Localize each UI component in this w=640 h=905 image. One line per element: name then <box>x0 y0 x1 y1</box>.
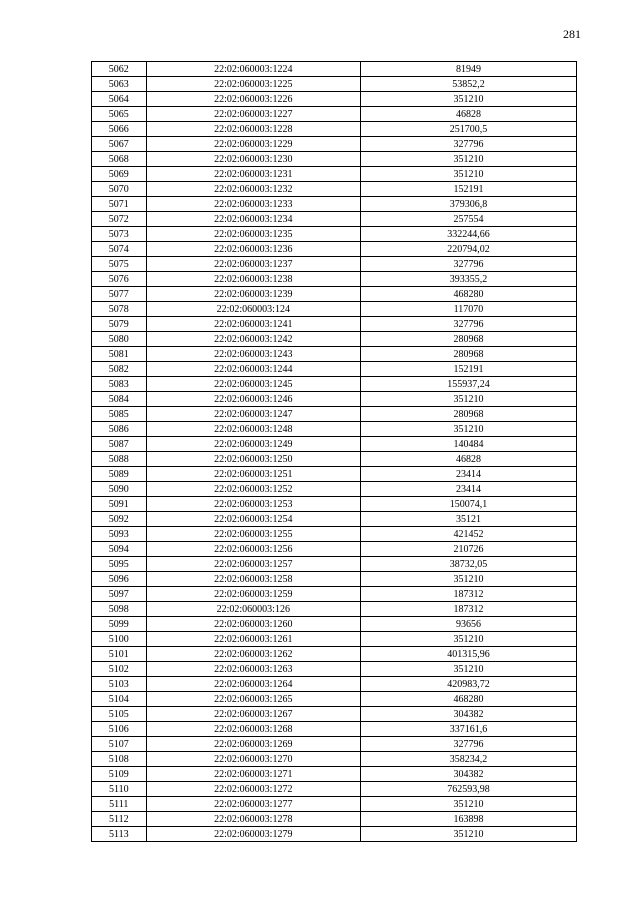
row-number-cell: 5094 <box>92 542 147 557</box>
row-number-cell: 5086 <box>92 422 147 437</box>
cadastral-number-cell: 22:02:060003:1256 <box>146 542 360 557</box>
table-row <box>92 317 577 332</box>
row-number-cell: 5074 <box>92 242 147 257</box>
row-number-cell: 5081 <box>92 347 147 362</box>
value-cell: 23414 <box>361 482 577 497</box>
table-row <box>92 797 577 812</box>
value-cell: 351210 <box>361 797 577 812</box>
table-row <box>92 92 577 107</box>
table-row <box>92 662 577 677</box>
cadastral-number-cell: 22:02:060003:1241 <box>146 317 360 332</box>
row-number-cell: 5079 <box>92 317 147 332</box>
value-cell: 81949 <box>361 62 577 77</box>
row-number-cell: 5070 <box>92 182 147 197</box>
cadastral-number-cell: 22:02:060003:1243 <box>146 347 360 362</box>
row-number-cell: 5108 <box>92 752 147 767</box>
value-cell: 23414 <box>361 467 577 482</box>
row-number-cell: 5073 <box>92 227 147 242</box>
table-row <box>92 422 577 437</box>
cadastral-number-cell: 22:02:060003:1239 <box>146 287 360 302</box>
table-row <box>92 497 577 512</box>
cadastral-number-cell: 22:02:060003:1263 <box>146 662 360 677</box>
value-cell: 379306,8 <box>361 197 577 212</box>
table-row <box>92 332 577 347</box>
row-number-cell: 5112 <box>92 812 147 827</box>
row-number-cell: 5080 <box>92 332 147 347</box>
value-cell: 304382 <box>361 767 577 782</box>
cadastral-number-cell: 22:02:060003:1253 <box>146 497 360 512</box>
value-cell: 280968 <box>361 407 577 422</box>
cadastral-number-cell: 22:02:060003:1251 <box>146 467 360 482</box>
row-number-cell: 5064 <box>92 92 147 107</box>
cadastral-number-cell: 22:02:060003:1265 <box>146 692 360 707</box>
row-number-cell: 5092 <box>92 512 147 527</box>
table-row <box>92 767 577 782</box>
row-number-cell: 5107 <box>92 737 147 752</box>
value-cell: 251700,5 <box>361 122 577 137</box>
row-number-cell: 5069 <box>92 167 147 182</box>
row-number-cell: 5062 <box>92 62 147 77</box>
cadastral-number-cell: 22:02:060003:1229 <box>146 137 360 152</box>
cadastral-number-cell: 22:02:060003:1268 <box>146 722 360 737</box>
table-row <box>92 572 577 587</box>
value-cell: 93656 <box>361 617 577 632</box>
row-number-cell: 5088 <box>92 452 147 467</box>
row-number-cell: 5096 <box>92 572 147 587</box>
table-row <box>92 617 577 632</box>
table-row <box>92 257 577 272</box>
row-number-cell: 5077 <box>92 287 147 302</box>
value-cell: 468280 <box>361 287 577 302</box>
table-row <box>92 197 577 212</box>
cadastral-number-cell: 22:02:060003:1238 <box>146 272 360 287</box>
value-cell: 280968 <box>361 347 577 362</box>
table-row <box>92 107 577 122</box>
table-row <box>92 137 577 152</box>
cadastral-number-cell: 22:02:060003:1231 <box>146 167 360 182</box>
table-row <box>92 287 577 302</box>
table-row <box>92 527 577 542</box>
value-cell: 152191 <box>361 362 577 377</box>
row-number-cell: 5111 <box>92 797 147 812</box>
row-number-cell: 5095 <box>92 557 147 572</box>
cadastral-number-cell: 22:02:060003:1272 <box>146 782 360 797</box>
table-row <box>92 212 577 227</box>
cadastral-number-cell: 22:02:060003:1278 <box>146 812 360 827</box>
value-cell: 187312 <box>361 602 577 617</box>
row-number-cell: 5083 <box>92 377 147 392</box>
row-number-cell: 5102 <box>92 662 147 677</box>
cadastral-number-cell: 22:02:060003:124 <box>146 302 360 317</box>
cadastral-number-cell: 22:02:060003:1257 <box>146 557 360 572</box>
cadastral-number-cell: 22:02:060003:1279 <box>146 827 360 842</box>
table-row <box>92 62 577 77</box>
table-row <box>92 812 577 827</box>
cadastral-number-cell: 22:02:060003:1235 <box>146 227 360 242</box>
table-body <box>92 62 577 842</box>
value-cell: 327796 <box>361 737 577 752</box>
row-number-cell: 5085 <box>92 407 147 422</box>
row-number-cell: 5098 <box>92 602 147 617</box>
cadastral-number-cell: 22:02:060003:1252 <box>146 482 360 497</box>
cadastral-number-cell: 22:02:060003:1264 <box>146 677 360 692</box>
table-row <box>92 737 577 752</box>
row-number-cell: 5090 <box>92 482 147 497</box>
cadastral-number-cell: 22:02:060003:1226 <box>146 92 360 107</box>
row-number-cell: 5104 <box>92 692 147 707</box>
row-number-cell: 5075 <box>92 257 147 272</box>
value-cell: 351210 <box>361 92 577 107</box>
table-row <box>92 632 577 647</box>
table-row <box>92 392 577 407</box>
table-row <box>92 722 577 737</box>
cadastral-number-cell: 22:02:060003:1236 <box>146 242 360 257</box>
cadastral-number-cell: 22:02:060003:1234 <box>146 212 360 227</box>
table-row <box>92 587 577 602</box>
row-number-cell: 5071 <box>92 197 147 212</box>
value-cell: 46828 <box>361 107 577 122</box>
cadastral-number-cell: 22:02:060003:1255 <box>146 527 360 542</box>
cadastral-number-cell: 22:02:060003:1261 <box>146 632 360 647</box>
row-number-cell: 5101 <box>92 647 147 662</box>
row-number-cell: 5109 <box>92 767 147 782</box>
row-number-cell: 5089 <box>92 467 147 482</box>
value-cell: 210726 <box>361 542 577 557</box>
table-row <box>92 827 577 842</box>
value-cell: 351210 <box>361 572 577 587</box>
table-row <box>92 542 577 557</box>
row-number-cell: 5084 <box>92 392 147 407</box>
table-row <box>92 242 577 257</box>
cadastral-number-cell: 22:02:060003:1237 <box>146 257 360 272</box>
value-cell: 327796 <box>361 317 577 332</box>
cadastral-number-cell: 22:02:060003:1277 <box>146 797 360 812</box>
value-cell: 117070 <box>361 302 577 317</box>
cadastral-number-cell: 22:02:060003:1242 <box>146 332 360 347</box>
table-row <box>92 347 577 362</box>
value-cell: 421452 <box>361 527 577 542</box>
table-row <box>92 182 577 197</box>
value-cell: 351210 <box>361 827 577 842</box>
row-number-cell: 5100 <box>92 632 147 647</box>
table-row <box>92 752 577 767</box>
row-number-cell: 5067 <box>92 137 147 152</box>
cadastral-number-cell: 22:02:060003:1250 <box>146 452 360 467</box>
value-cell: 327796 <box>361 137 577 152</box>
table-row <box>92 167 577 182</box>
row-number-cell: 5072 <box>92 212 147 227</box>
row-number-cell: 5063 <box>92 77 147 92</box>
value-cell: 187312 <box>361 587 577 602</box>
cadastral-number-cell: 22:02:060003:1254 <box>146 512 360 527</box>
table-row <box>92 302 577 317</box>
table-row <box>92 557 577 572</box>
table-row <box>92 227 577 242</box>
row-number-cell: 5093 <box>92 527 147 542</box>
table-row <box>92 377 577 392</box>
value-cell: 351210 <box>361 632 577 647</box>
cadastral-number-cell: 22:02:060003:1248 <box>146 422 360 437</box>
cadastral-number-cell: 22:02:060003:1244 <box>146 362 360 377</box>
value-cell: 351210 <box>361 392 577 407</box>
cadastral-number-cell: 22:02:060003:1230 <box>146 152 360 167</box>
row-number-cell: 5103 <box>92 677 147 692</box>
cadastral-number-cell: 22:02:060003:1259 <box>146 587 360 602</box>
table-row <box>92 482 577 497</box>
value-cell: 332244,66 <box>361 227 577 242</box>
table-row <box>92 707 577 722</box>
cadastral-number-cell: 22:02:060003:1233 <box>146 197 360 212</box>
row-number-cell: 5076 <box>92 272 147 287</box>
value-cell: 337161,6 <box>361 722 577 737</box>
cadastral-number-cell: 22:02:060003:1271 <box>146 767 360 782</box>
cadastral-number-cell: 22:02:060003:1269 <box>146 737 360 752</box>
cadastral-number-cell: 22:02:060003:1227 <box>146 107 360 122</box>
value-cell: 304382 <box>361 707 577 722</box>
value-cell: 393355,2 <box>361 272 577 287</box>
value-cell: 257554 <box>361 212 577 227</box>
value-cell: 38732,05 <box>361 557 577 572</box>
value-cell: 762593,98 <box>361 782 577 797</box>
cadastral-number-cell: 22:02:060003:126 <box>146 602 360 617</box>
value-cell: 351210 <box>361 662 577 677</box>
value-cell: 327796 <box>361 257 577 272</box>
cadastral-number-cell: 22:02:060003:1267 <box>146 707 360 722</box>
row-number-cell: 5066 <box>92 122 147 137</box>
cadastral-number-cell: 22:02:060003:1247 <box>146 407 360 422</box>
value-cell: 358234,2 <box>361 752 577 767</box>
table-row <box>92 122 577 137</box>
row-number-cell: 5105 <box>92 707 147 722</box>
value-cell: 351210 <box>361 152 577 167</box>
cadastral-number-cell: 22:02:060003:1249 <box>146 437 360 452</box>
table-row <box>92 512 577 527</box>
cadastral-number-cell: 22:02:060003:1270 <box>146 752 360 767</box>
table-row <box>92 437 577 452</box>
value-cell: 140484 <box>361 437 577 452</box>
value-cell: 280968 <box>361 332 577 347</box>
row-number-cell: 5068 <box>92 152 147 167</box>
row-number-cell: 5097 <box>92 587 147 602</box>
value-cell: 150074,1 <box>361 497 577 512</box>
table-row <box>92 452 577 467</box>
value-cell: 152191 <box>361 182 577 197</box>
table-row <box>92 782 577 797</box>
cadastral-number-cell: 22:02:060003:1258 <box>146 572 360 587</box>
row-number-cell: 5087 <box>92 437 147 452</box>
cadastral-number-cell: 22:02:060003:1232 <box>146 182 360 197</box>
value-cell: 351210 <box>361 422 577 437</box>
cadastral-number-cell: 22:02:060003:1225 <box>146 77 360 92</box>
table-row <box>92 362 577 377</box>
table-row <box>92 692 577 707</box>
row-number-cell: 5065 <box>92 107 147 122</box>
table-row <box>92 77 577 92</box>
row-number-cell: 5106 <box>92 722 147 737</box>
row-number-cell: 5099 <box>92 617 147 632</box>
value-cell: 220794,02 <box>361 242 577 257</box>
table-row <box>92 602 577 617</box>
cadastral-number-cell: 22:02:060003:1246 <box>146 392 360 407</box>
value-cell: 401315,96 <box>361 647 577 662</box>
cadastral-number-cell: 22:02:060003:1262 <box>146 647 360 662</box>
row-number-cell: 5113 <box>92 827 147 842</box>
page-number: 281 <box>563 27 581 41</box>
table-row <box>92 152 577 167</box>
cadastral-number-cell: 22:02:060003:1224 <box>146 62 360 77</box>
cadastral-number-cell: 22:02:060003:1245 <box>146 377 360 392</box>
table-row <box>92 467 577 482</box>
table-row <box>92 647 577 662</box>
cadastral-number-cell: 22:02:060003:1260 <box>146 617 360 632</box>
value-cell: 420983,72 <box>361 677 577 692</box>
table-row <box>92 677 577 692</box>
table-row <box>92 407 577 422</box>
value-cell: 163898 <box>361 812 577 827</box>
value-cell: 53852,2 <box>361 77 577 92</box>
value-cell: 35121 <box>361 512 577 527</box>
row-number-cell: 5091 <box>92 497 147 512</box>
value-cell: 155937,24 <box>361 377 577 392</box>
value-cell: 468280 <box>361 692 577 707</box>
table-row <box>92 272 577 287</box>
value-cell: 46828 <box>361 452 577 467</box>
cadastral-value-table <box>91 61 577 842</box>
cadastral-number-cell: 22:02:060003:1228 <box>146 122 360 137</box>
row-number-cell: 5110 <box>92 782 147 797</box>
row-number-cell: 5082 <box>92 362 147 377</box>
row-number-cell: 5078 <box>92 302 147 317</box>
value-cell: 351210 <box>361 167 577 182</box>
